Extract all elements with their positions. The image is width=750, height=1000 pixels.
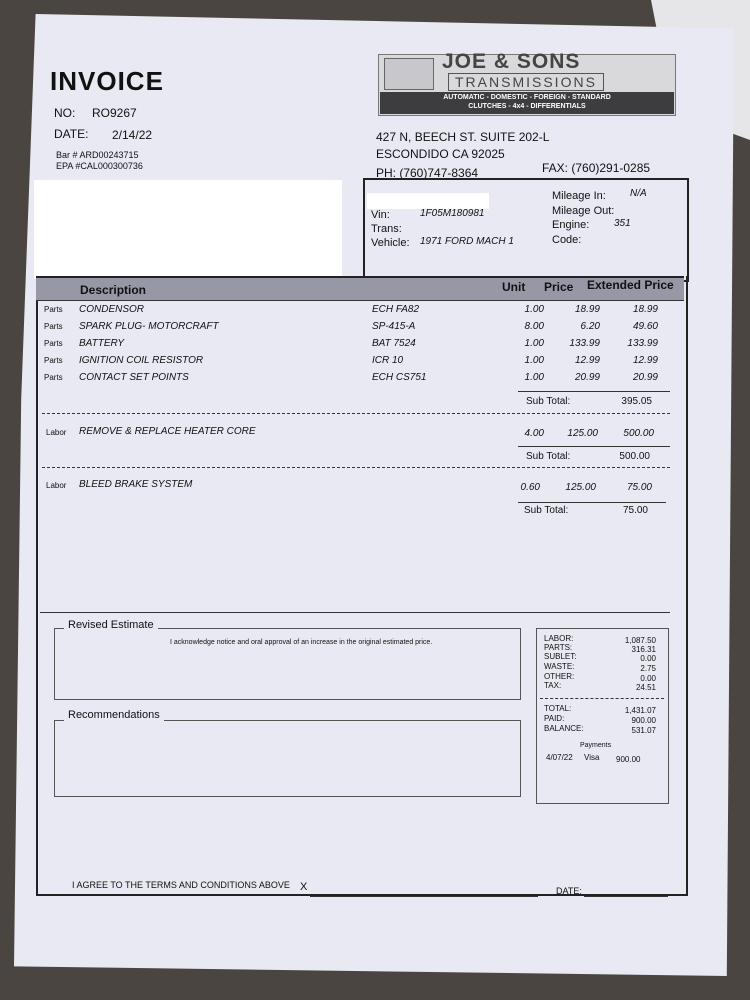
balance-value: 531.07 — [631, 726, 656, 735]
part-row-ext: 18.99 — [632, 304, 658, 315]
part-row-desc: SPARK PLUG- MOTORCRAFT — [79, 321, 219, 332]
logo-emblem — [384, 58, 434, 90]
paid-value: 900.00 — [631, 716, 656, 725]
balance-label: BALANCE: — [544, 724, 584, 733]
labor1-unit: 4.00 — [524, 428, 544, 439]
invoice-no-value: RO9267 — [92, 106, 137, 120]
part-row-unit: 1.00 — [524, 372, 544, 383]
paid-label: PAID: — [544, 714, 565, 723]
invoice-date-label: DATE: — [54, 127, 89, 141]
vehicle-label: Vehicle: — [371, 237, 410, 249]
part-row-type: Parts — [44, 373, 63, 382]
recommendations-legend: Recommendations — [64, 709, 164, 721]
company-fax: FAX: (760)291-0285 — [542, 161, 651, 175]
parts-subtotal-value: 395.05 — [621, 396, 652, 407]
part-row-unit: 1.00 — [524, 338, 544, 349]
totals-label: PARTS: — [544, 643, 573, 652]
part-row-type: Parts — [44, 356, 63, 365]
totals-value: 1,087.50 — [624, 636, 656, 645]
labor2-subtotal-label: Sub Total: — [524, 505, 569, 516]
mileage-in-value: N/A — [630, 188, 647, 199]
part-row-unit: 1.00 — [524, 304, 544, 315]
part-row-code: ECH FA82 — [372, 304, 420, 315]
payment-amount: 900.00 — [616, 755, 641, 764]
total-label: TOTAL: — [544, 704, 572, 713]
totals-label: OTHER: — [544, 672, 575, 681]
totals-value: 316.31 — [631, 645, 656, 654]
signature-line[interactable] — [310, 896, 538, 897]
company-address-2: ESCONDIDO CA 92025 — [376, 147, 505, 161]
labor1-description: REMOVE & REPLACE HEATER CORE — [79, 426, 256, 437]
bar-number: Bar # ARD00243715 — [56, 150, 139, 160]
mileage-in-label: Mileage In: — [552, 190, 606, 202]
part-row-code: BAT 7524 — [372, 338, 416, 349]
labor2-subtotal-rule — [518, 502, 666, 503]
labor2-ext: 75.00 — [626, 482, 652, 493]
signature-x: X — [300, 881, 308, 893]
totals-label: LABOR: — [544, 634, 574, 643]
logo-tagline — [392, 93, 662, 111]
labor1-type: Labor — [46, 428, 67, 437]
part-row-ext: 49.60 — [632, 321, 658, 332]
totals-divider — [540, 698, 664, 699]
terms-agreement: I AGREE TO THE TERMS AND CONDITIONS ABOVE — [72, 880, 290, 890]
company-phone: PH: (760)747-8364 — [376, 166, 479, 180]
header-price: Price — [544, 280, 574, 294]
part-row-type: Parts — [44, 339, 63, 348]
payment-method: Visa — [584, 753, 600, 762]
redacted-vehicle-field — [367, 193, 489, 209]
epa-number: EPA #CAL000300736 — [56, 161, 143, 171]
payment-date: 4/07/22 — [546, 753, 573, 762]
header-description: Description — [80, 283, 147, 297]
labor1-subtotal-rule — [518, 446, 670, 447]
part-row-ext: 12.99 — [632, 355, 658, 366]
footer-date-line[interactable] — [584, 896, 668, 897]
footer-date-label: DATE: — [556, 886, 582, 896]
part-row-desc: CONTACT SET POINTS — [79, 372, 189, 383]
labor2-subtotal-value: 75.00 — [622, 505, 648, 516]
part-row-desc: IGNITION COIL RESISTOR — [79, 355, 204, 366]
totals-label: WASTE: — [544, 662, 575, 671]
labor1-subtotal-label: Sub Total: — [526, 451, 571, 462]
company-name: JOE & SONS — [442, 50, 581, 73]
section-divider — [42, 467, 670, 468]
part-row-unit: 1.00 — [524, 355, 544, 366]
totals-label: SUBLET: — [544, 652, 577, 661]
revised-estimate-text: I acknowledge notice and oral approval of an increase in the original estimated price. — [170, 639, 433, 646]
part-row-type: Parts — [44, 322, 63, 331]
part-row-price: 12.99 — [574, 355, 600, 366]
part-row-ext: 20.99 — [632, 372, 658, 383]
part-row-type: Parts — [44, 305, 63, 314]
vin-value: 1F05M180981 — [420, 208, 485, 219]
revised-estimate-legend: Revised Estimate — [64, 619, 158, 631]
logo-tagline-2: CLUTCHES - 4x4 - DIFFERENTIALS — [468, 103, 586, 110]
vin-label: Vin: — [371, 209, 390, 221]
part-row-price: 133.99 — [569, 338, 600, 349]
labor2-unit: 0.60 — [520, 482, 540, 493]
part-row-code: SP-415-A — [372, 321, 416, 332]
invoice-no-label: NO: — [54, 106, 76, 120]
redacted-customer-info — [34, 180, 342, 279]
header-unit: Unit — [502, 280, 526, 294]
labor2-type: Labor — [46, 481, 67, 490]
invoice-date-value: 2/14/22 — [112, 128, 153, 142]
part-row-code: ICR 10 — [372, 355, 404, 366]
labor1-subtotal-value: 500.00 — [619, 451, 650, 462]
totals-value: 2.75 — [640, 664, 656, 673]
labor1-ext: 500.00 — [623, 428, 654, 439]
company-sub: TRANSMISSIONS — [448, 73, 604, 91]
part-row-price: 18.99 — [574, 304, 600, 315]
labor1-price: 125.00 — [567, 428, 598, 439]
part-row-code: ECH CS751 — [372, 372, 427, 383]
totals-value: 0.00 — [640, 674, 656, 683]
parts-subtotal-label: Sub Total: — [526, 396, 571, 407]
totals-value: 0.00 — [640, 654, 656, 663]
part-row-price: 6.20 — [580, 321, 600, 332]
labor2-description: BLEED BRAKE SYSTEM — [79, 479, 193, 490]
totals-value: 24.51 — [635, 683, 656, 692]
company-address-1: 427 N, BEECH ST. SUITE 202-L — [376, 130, 550, 144]
recommendations-box — [54, 720, 521, 797]
vehicle-value: 1971 FORD MACH 1 — [420, 236, 514, 247]
part-row-price: 20.99 — [574, 372, 600, 383]
part-row-ext: 133.99 — [627, 338, 658, 349]
total-value: 1,431.07 — [624, 706, 656, 715]
invoice-title: INVOICE — [50, 66, 164, 96]
engine-label: Engine: — [552, 219, 590, 231]
trans-label: Trans: — [371, 223, 402, 235]
bottom-section-rule — [40, 612, 670, 613]
mileage-out-label: Mileage Out: — [552, 205, 615, 217]
engine-value: 351 — [614, 218, 631, 229]
header-extended-price: Extended Price — [587, 278, 674, 292]
parts-subtotal-rule — [518, 391, 670, 392]
totals-label: TAX: — [544, 681, 562, 690]
payments-label: Payments — [580, 742, 612, 749]
part-row-desc: BATTERY — [79, 338, 125, 349]
section-divider — [42, 413, 670, 414]
code-label: Code: — [552, 234, 582, 246]
part-row-unit: 8.00 — [524, 321, 544, 332]
logo-tagline-1: AUTOMATIC - DOMESTIC - FOREIGN - STANDARD — [443, 94, 611, 101]
part-row-desc: CONDENSOR — [79, 304, 145, 315]
labor2-price: 125.00 — [565, 482, 596, 493]
